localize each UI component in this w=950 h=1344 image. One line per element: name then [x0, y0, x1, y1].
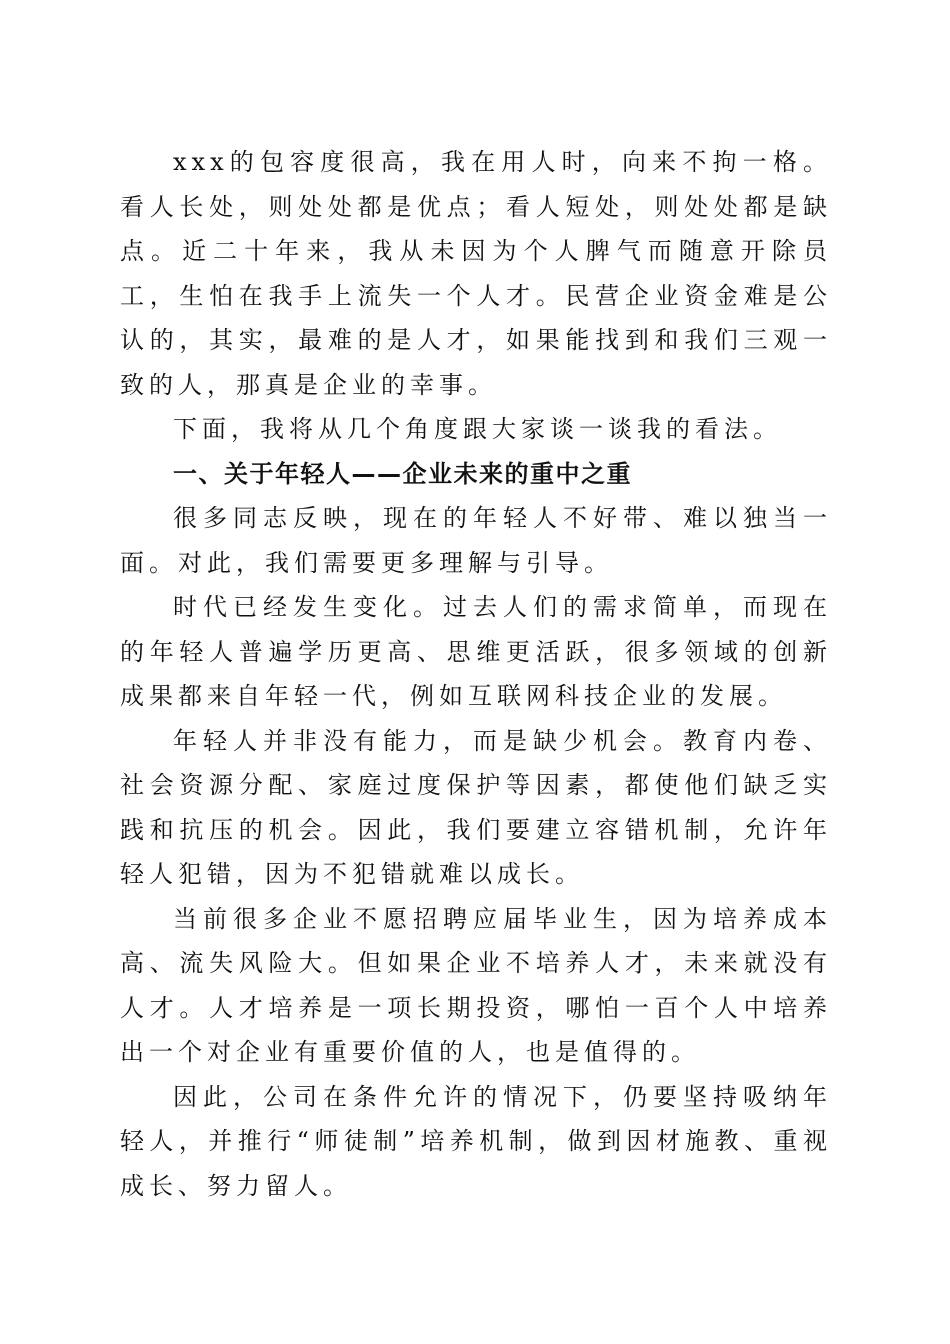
section-heading: 一、关于年轻人——企业未来的重中之重: [173, 459, 632, 488]
paragraph-young-people-feedback: 很多同志反映，现在的年轻人不好带、难以独当一面。对此，我们需要更多理解与引导。: [120, 504, 832, 577]
paragraph-talent-tolerance: xxx的包容度很高，我在用人时，向来不拘一格。看人长处，则处处都是优点；看人短处，则处处都是缺点。近二十年来，我从未因为个人脾气而随意开除员工，生怕在我手上流失一个人才。民营企业资金难是公认的，其实，最难的是人才，如果能找到和我们三观一致的人，那真是企业的幸事。: [120, 148, 832, 399]
paragraph-mentorship: 因此，公司在条件允许的情况下，仍要坚持吸纳年轻人，并推行“师徒制”培养机制，做到因材施教、重视成长、努力留人。: [120, 1082, 832, 1200]
paragraph-graduate-hiring: 当前很多企业不愿招聘应届毕业生，因为培养成本高、流失风险大。但如果企业不培养人才，未来就没有人才。人才培养是一项长期投资，哪怕一百个人中培养出一个对企业有重要价值的人，也是值得的。: [120, 904, 832, 1066]
paragraph-times-changed: 时代已经发生变化。过去人们的需求简单，而现在的年轻人普遍学历更高、思维更活跃，很多领域的创新成果都来自年轻一代，例如互联网科技企业的发展。: [120, 593, 832, 710]
document-body: [120, 140, 832, 1208]
paragraph-lack-of-opportunity: 年轻人并非没有能力，而是缺少机会。教育内卷、社会资源分配、家庭过度保护等因素，都使他们缺乏实践和抗压的机会。因此，我们要建立容错机制，允许年轻人犯错，因为不犯错就难以成长。: [120, 726, 832, 888]
paragraph-transition: 下面，我将从几个角度跟大家谈一谈我的看法。: [173, 415, 782, 443]
